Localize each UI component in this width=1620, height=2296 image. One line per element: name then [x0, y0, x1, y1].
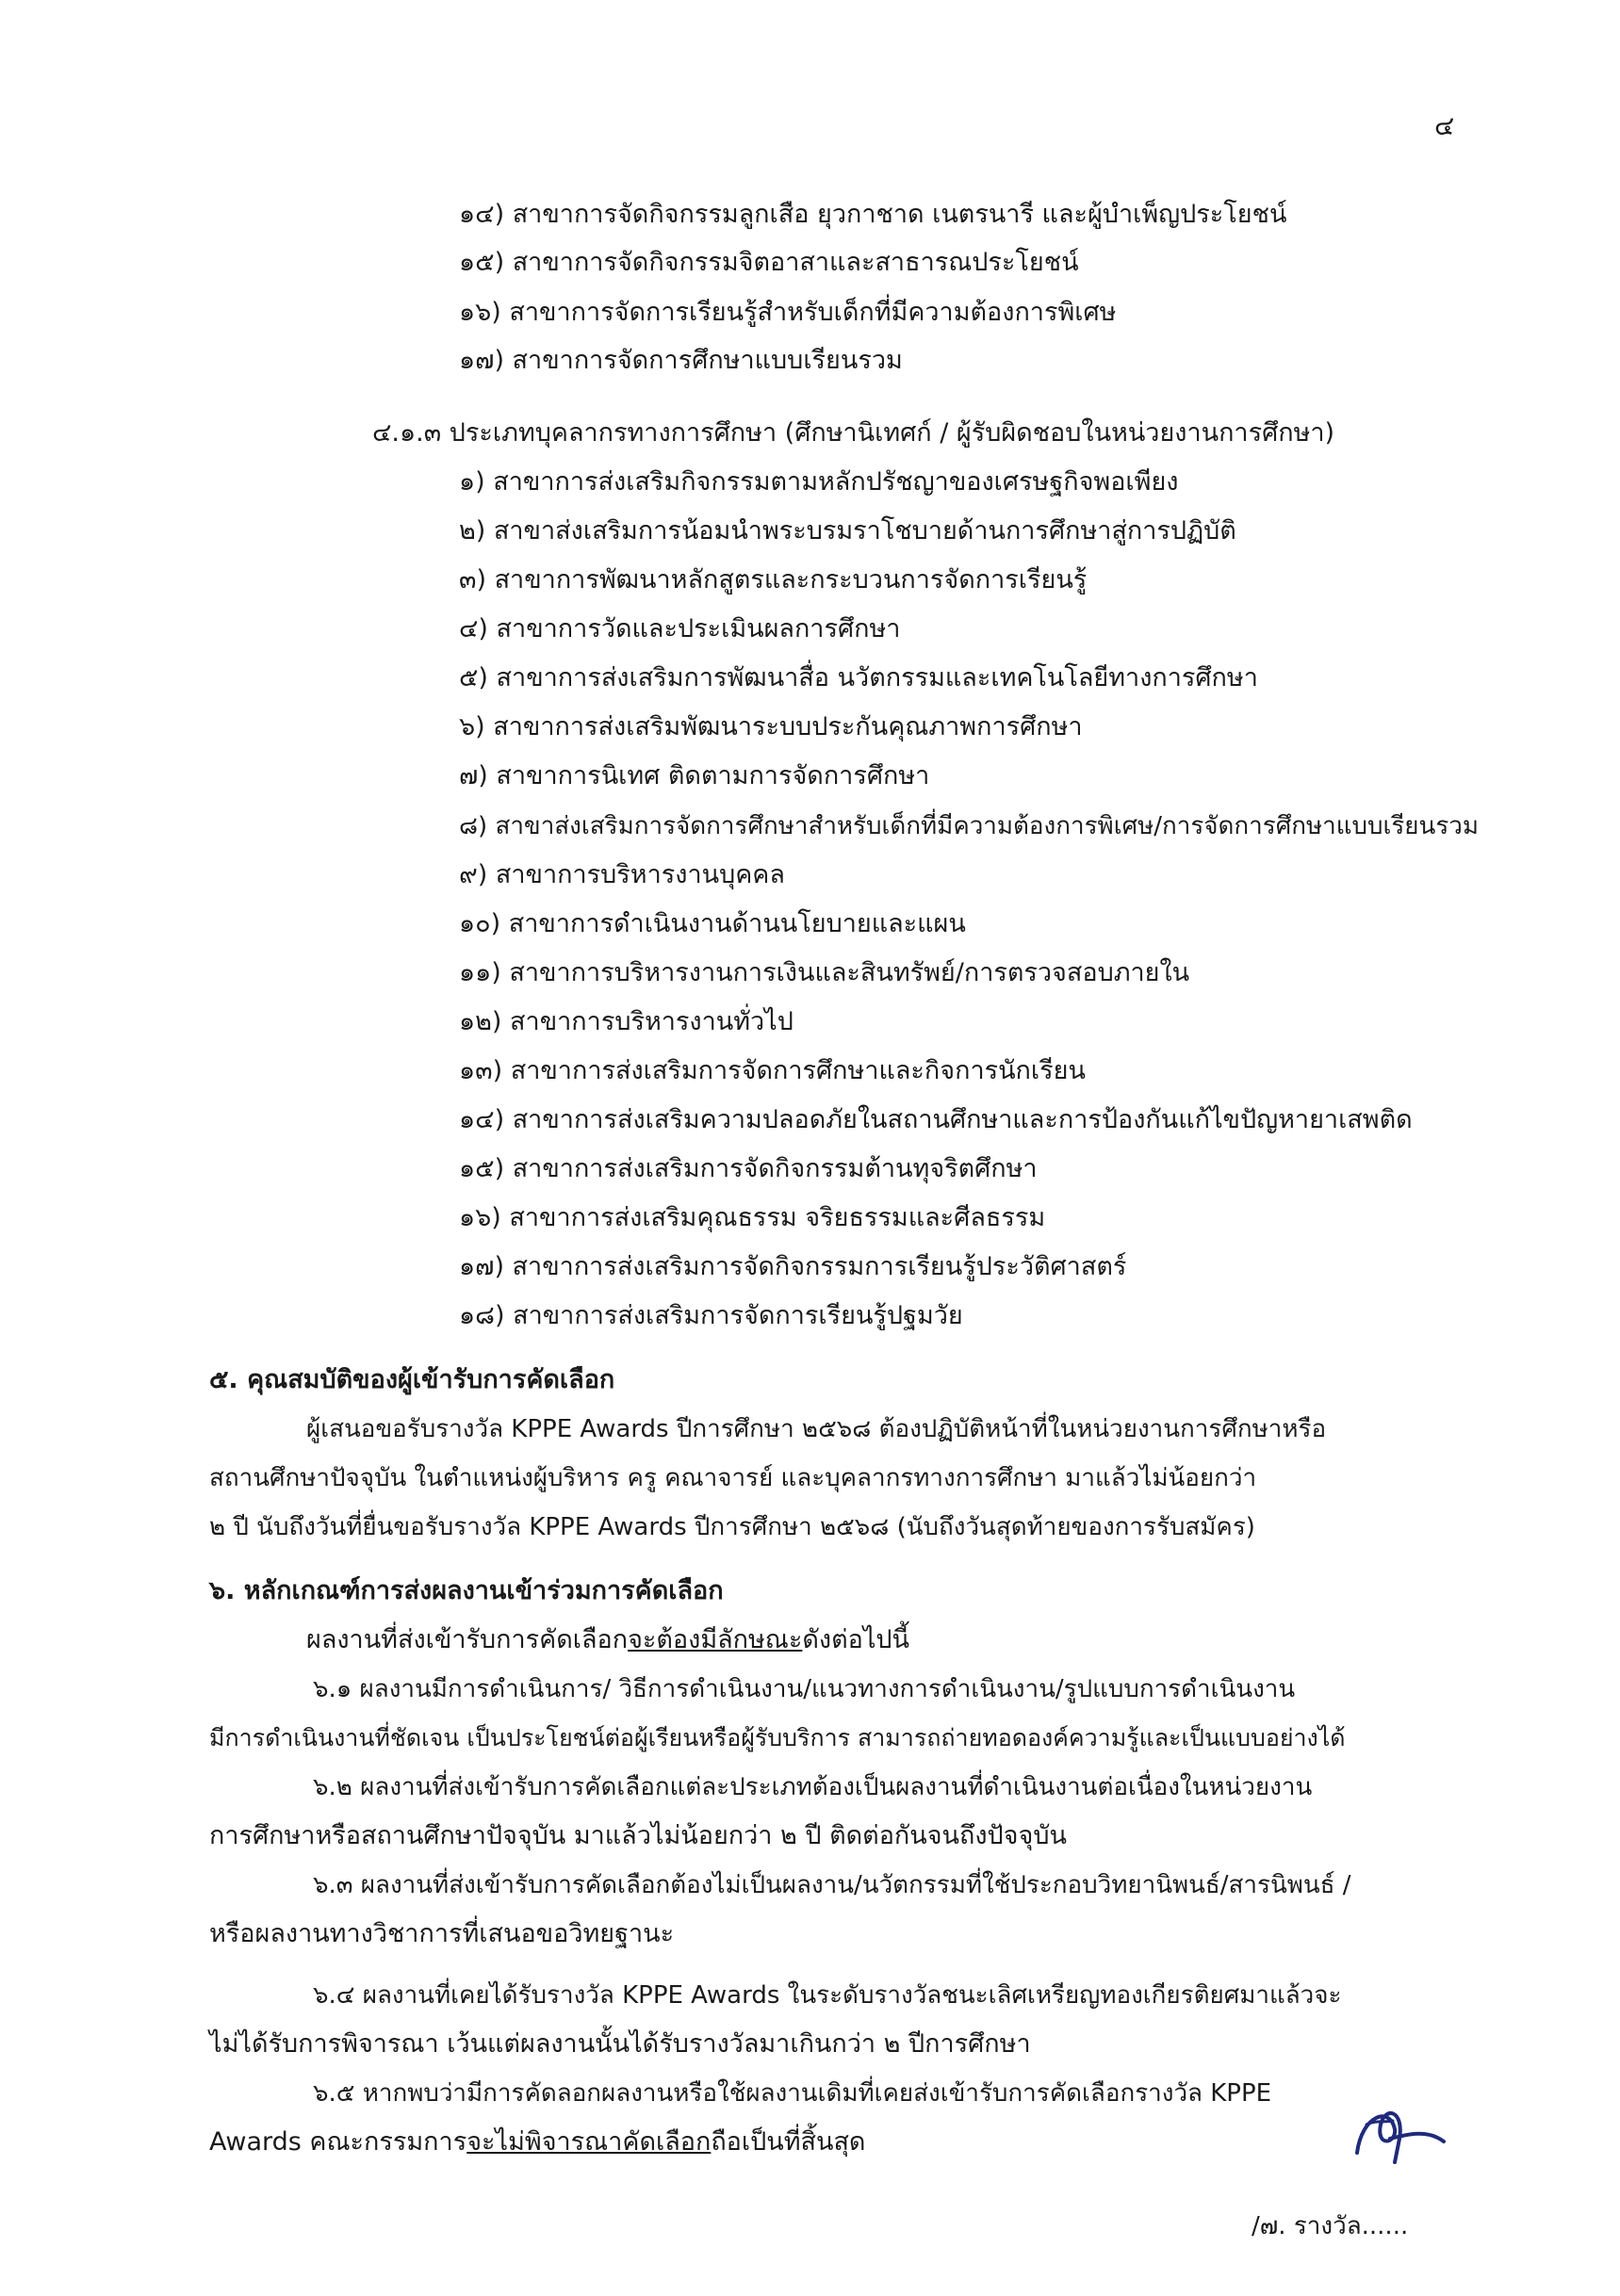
- section-heading-413: ๔.๑.๓ ประเภทบุคลากรทางการศึกษา (ศึกษานิเทศก์ / ผู้รับผิดชอบในหน่วยงานการศึกษา): [372, 418, 1335, 448]
- list-item: ๑๓) สาขาการส่งเสริมการจัดการศึกษาและกิจการนักเรียน: [459, 1056, 1086, 1085]
- page-number: ๔: [1434, 110, 1455, 141]
- section-6-intro: [306, 1621, 909, 1659]
- item-6-5-text: Awards คณะกรรมการ: [209, 2127, 467, 2157]
- list-item: ๑๘) สาขาการส่งเสริมการจัดการเรียนรู้ปฐมวัย: [459, 1301, 963, 1330]
- list-item: ๕) สาขาการส่งเสริมการพัฒนาสื่อ นวัตกรรมและเทคโนโลยีทางการศึกษา: [459, 663, 1258, 692]
- item-6-1: ๖.๑ ผลงานมีการดำเนินการ/ วิธีการดำเนินงาน/แนวทางการดำเนินงาน/รูปแบบการดำเนินงาน: [313, 1675, 1296, 1703]
- list-item: ๑) สาขาการส่งเสริมกิจกรรมตามหลักปรัชญาของเศรษฐกิจพอเพียง: [459, 467, 1179, 497]
- paragraph-line: สถานศึกษาปัจจุบัน ในตำแหน่งผู้บริหาร ครู คณาจารย์ และบุคลากรทางการศึกษา มาแล้วไม่น้อยกว่า: [209, 1464, 1257, 1492]
- list-item: ๑๔) สาขาการส่งเสริมความปลอดภัยในสถานศึกษาและการป้องกันแก้ไขปัญหายาเสพติด: [459, 1105, 1413, 1134]
- item-6-4: ๖.๔ ผลงานที่เคยได้รับรางวัล KPPE Awards ในระดับรางวัลชนะเลิศเหรียญทองเกียรติยศมาแล้วจะ: [313, 1981, 1342, 2010]
- item-6-4-cont: ไม่ได้รับการพิจารณา เว้นแต่ผลงานนั้นได้รับรางวัลมาเกินกว่า ๒ ปีการศึกษา: [209, 2029, 1031, 2059]
- signature-icon: [1338, 2096, 1451, 2172]
- item-6-5-text-end: ถือเป็นที่สิ้นสุด: [711, 2127, 866, 2157]
- item-6-2-cont: การศึกษาหรือสถานศึกษาปัจจุบัน มาแล้วไม่น้อยกว่า ๒ ปี ติดต่อกันจนถึงปัจจุบัน: [209, 1821, 1067, 1850]
- intro-text-end: ดังต่อไปนี้: [802, 1625, 910, 1654]
- item-6-5: ๖.๕ หากพบว่ามีการคัดลอกผลงานหรือใช้ผลงานเดิมที่เคยส่งเข้ารับการคัดเลือกรางวัล KPPE: [313, 2079, 1272, 2108]
- intro-emphasis: จะต้องมีลักษณะ: [628, 1625, 803, 1654]
- item-6-2: ๖.๒ ผลงานที่ส่งเข้ารับการคัดเลือกแต่ละประเภทต้องเป็นผลงานที่ดำเนินงานต่อเนื่องในหน่วยงาน: [313, 1773, 1313, 1801]
- list-item: ๑๒) สาขาการบริหารงานทั่วไป: [459, 1007, 794, 1036]
- intro-text: ผลงานที่ส่งเข้ารับการคัดเลือก: [306, 1625, 629, 1654]
- list-item: ๑๖) สาขาการจัดการเรียนรู้สำหรับเด็กที่มีความต้องการพิเศษ: [459, 298, 1117, 327]
- list-item: ๑๗) สาขาการส่งเสริมการจัดกิจกรรมการเรียนรู้ประวัติศาสตร์: [459, 1252, 1127, 1281]
- list-item: ๑๑) สาขาการบริหารงานการเงินและสินทรัพย์/การตรวจสอบภายใน: [459, 958, 1190, 987]
- item-6-5-cont: [209, 2124, 865, 2161]
- list-item: ๑๕) สาขาการจัดกิจกรรมจิตอาสาและสาธารณประโยชน์: [459, 248, 1079, 277]
- list-item: ๖) สาขาการส่งเสริมพัฒนาระบบประกันคุณภาพการศึกษา: [459, 712, 1083, 741]
- list-item: ๒) สาขาส่งเสริมการน้อมนำพระบรมราโชบายด้านการศึกษาสู่การปฏิบัติ: [459, 516, 1236, 546]
- item-6-3-cont: หรือผลงานทางวิชาการที่เสนอขอวิทยฐานะ: [209, 1919, 675, 1948]
- list-item: ๑๔) สาขาการจัดกิจกรรมลูกเสือ ยุวกาชาด เนตรนารี และผู้บำเพ็ญประโยชน์: [459, 200, 1287, 229]
- section-6-heading: ๖. หลักเกณฑ์การส่งผลงานเข้าร่วมการคัดเลือก: [209, 1576, 724, 1605]
- item-6-1-cont: มีการดำเนินงานที่ชัดเจน เป็นประโยชน์ต่อผู้เรียนหรือผู้รับบริการ สามารถถ่ายทอดองค์ความรู้และเป็นแบบอย่างได้: [209, 1724, 1346, 1751]
- paragraph-line: ๒ ปี นับถึงวันที่ยื่นขอรับรางวัล KPPE Awards ปีการศึกษา ๒๕๖๘ (นับถึงวันสุดท้ายของการรับสมัคร): [209, 1513, 1255, 1541]
- list-item: ๗) สาขาการนิเทศ ติดตามการจัดการศึกษา: [459, 761, 930, 790]
- list-item: ๙) สาขาการบริหารงานบุคคล: [459, 860, 785, 889]
- list-item: ๘) สาขาส่งเสริมการจัดการศึกษาสำหรับเด็กที่มีความต้องการพิเศษ/การจัดการศึกษาแบบเรียนรวม: [459, 812, 1480, 840]
- list-item: ๔) สาขาการวัดและประเมินผลการศึกษา: [459, 614, 901, 643]
- list-item: ๓) สาขาการพัฒนาหลักสูตรและกระบวนการจัดการเรียนรู้: [459, 565, 1088, 594]
- footer-continuation: /๗. รางวัล......: [1252, 2212, 1409, 2240]
- paragraph-line: ผู้เสนอขอรับรางวัล KPPE Awards ปีการศึกษา ๒๕๖๘ ต้องปฏิบัติหน้าที่ในหน่วยงานการศึกษาหรือ: [306, 1415, 1327, 1443]
- item-6-5-emphasis: จะไม่พิจารณาคัดเลือก: [466, 2127, 712, 2157]
- item-6-3: ๖.๓ ผลงานที่ส่งเข้ารับการคัดเลือกต้องไม่เป็นผลงาน/นวัตกรรมที่ใช้ประกอบวิทยานิพนธ์/สารนิพนธ์ /: [313, 1871, 1351, 1899]
- list-item: ๑๖) สาขาการส่งเสริมคุณธรรม จริยธรรมและศีลธรรม: [459, 1203, 1046, 1232]
- list-item: ๑๐) สาขาการดำเนินงานด้านนโยบายและแผน: [459, 909, 966, 938]
- section-5-heading: ๕. คุณสมบัติของผู้เข้ารับการคัดเลือก: [209, 1365, 615, 1394]
- list-item: ๑๕) สาขาการส่งเสริมการจัดกิจกรรมต้านทุจริตศึกษา: [459, 1154, 1038, 1183]
- list-item: ๑๗) สาขาการจัดการศึกษาแบบเรียนรวม: [459, 346, 903, 375]
